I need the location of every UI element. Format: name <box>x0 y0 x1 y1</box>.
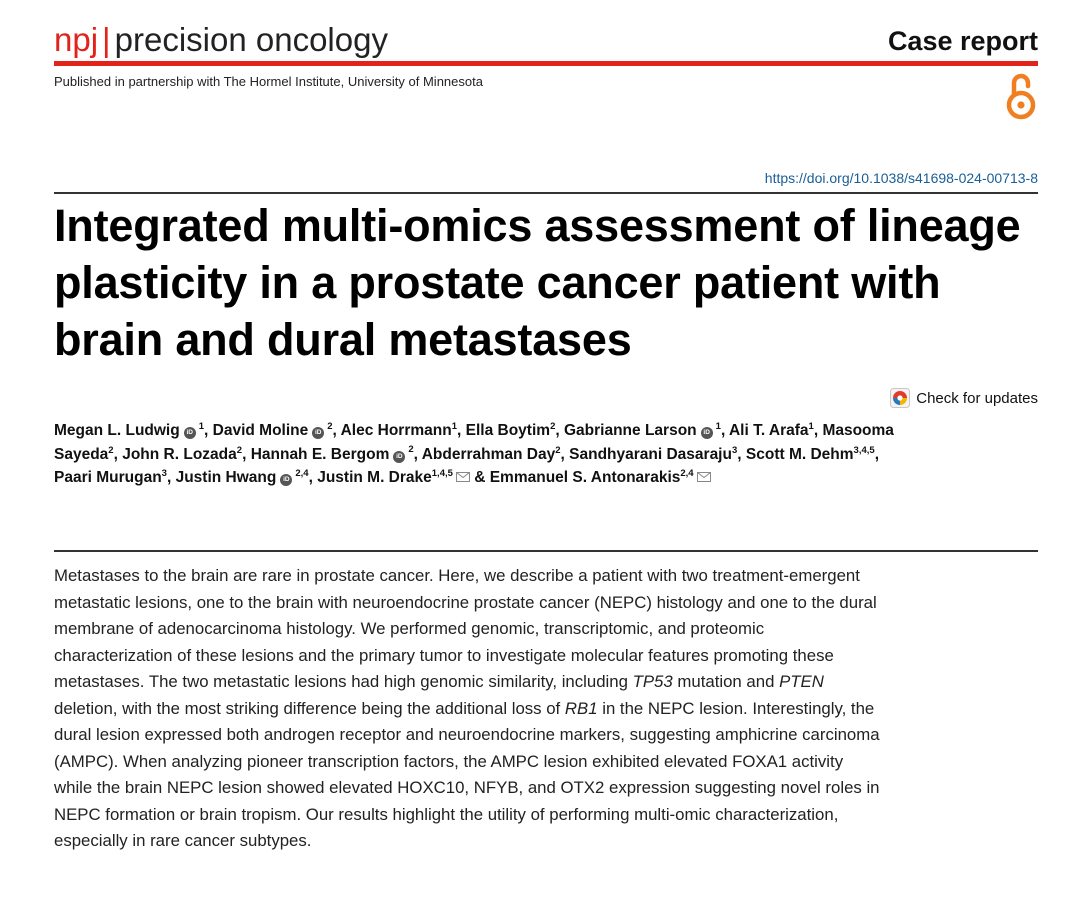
author-affiliation: 1 <box>715 420 721 432</box>
journal-logo[interactable] <box>54 20 388 60</box>
title-rule <box>54 192 1038 194</box>
author-affiliation: 2 <box>108 444 114 456</box>
author-separator: , <box>874 445 879 463</box>
author-name[interactable]: Justin Hwang <box>175 469 277 486</box>
abstract-text: deletion, with the most striking difference being the additional loss of <box>54 698 565 718</box>
email-icon[interactable] <box>456 472 470 482</box>
author-affiliation: 1 <box>198 420 205 432</box>
author-affiliation: 1 <box>451 420 458 432</box>
check-updates-label: Check for updates <box>916 389 1038 407</box>
author-name[interactable]: Justin M. Drake <box>317 469 432 486</box>
gene-name: RB1 <box>564 698 598 718</box>
author-separator: , <box>332 422 341 439</box>
author-list <box>54 419 914 490</box>
abstract <box>54 563 884 855</box>
author-separator: , <box>308 469 318 486</box>
author-separator: , <box>413 445 422 463</box>
author-affiliation: 2,4 <box>295 467 309 479</box>
author-name[interactable]: Ella Boytim <box>465 422 551 439</box>
journal-separator: | <box>102 21 111 58</box>
article-type: Case report <box>887 26 1038 56</box>
author-name[interactable]: Sandhyarani Dasaraju <box>569 445 732 463</box>
author-affiliation: 2,4 <box>680 467 694 479</box>
abstract-text: Metastases to the brain are rare in prostate cancer. Here, we describe a patient with two treatment-emergent metastatic lesions, one to the brain with neuroendocrine prostate cancer (NEPC) histology and one to the dural membrane of adenocarcinoma histology. We performed genomic, transcriptomic, and proteomic characterization of these lesions and the primary tumor to investigate molecular features promoting these metastases. The two metastatic lesions had high genomic similarity, including <box>54 566 877 691</box>
author-separator: , <box>720 422 729 439</box>
email-icon[interactable] <box>697 472 711 482</box>
journal-prefix: npj <box>54 21 99 58</box>
author-affiliation: 1 <box>808 420 814 432</box>
author-affiliation: 3,4,5 <box>853 444 875 456</box>
abstract-text: mutation and <box>672 672 780 691</box>
author-affiliation: 2 <box>408 444 414 456</box>
author-separator: , <box>242 445 251 463</box>
author-name[interactable]: Hannah E. Bergom <box>250 445 390 463</box>
author-separator: & <box>469 469 490 486</box>
author-name[interactable]: Scott M. Dehm <box>745 445 854 463</box>
orcid-icon[interactable]: iD <box>280 474 292 486</box>
gene-name: TP53 <box>632 672 673 691</box>
author-name[interactable]: Gabrianne Larson <box>563 422 697 439</box>
author-name[interactable]: Megan L. Ludwig <box>54 422 180 439</box>
orcid-icon[interactable]: iD <box>184 427 196 439</box>
author-name[interactable]: Paari Murugan <box>54 469 162 486</box>
author-name[interactable]: Alec Horrmann <box>340 422 452 439</box>
journal-name: precision oncology <box>114 21 388 58</box>
header-rule <box>54 61 1038 66</box>
author-name[interactable]: Emmanuel S. Antonarakis <box>489 469 681 486</box>
author-affiliation: 2 <box>550 420 556 432</box>
author-affiliation: 2 <box>555 444 561 456</box>
author-name[interactable]: David Moline <box>212 422 309 439</box>
author-affiliation: 3 <box>161 467 167 479</box>
author-name[interactable]: Ali T. Arafa <box>728 422 809 439</box>
author-separator: , <box>166 469 176 486</box>
author-separator: , <box>737 445 746 463</box>
abstract-text: in the NEPC lesion. Interestingly, the dural lesion expressed both androgen receptor and neuroendocrine markers, suggesting amphicrine carcinoma (AMPC). When analyzing pioneer transcription factors, the AMPC lesion exhibited elevated FOXA1 activity while the brain NEPC lesion showed elevated HOXC10, NFYB, and OTX2 expression suggesting novel roles in NEPC formation or brain tropism. Our results highlight the utility of performing multi-omic characterization, especially in rare cancer subtypes. <box>54 698 880 850</box>
author-separator: , <box>560 445 570 463</box>
author-name[interactable]: John R. Lozada <box>122 445 237 463</box>
check-for-updates-button[interactable] <box>890 388 1038 408</box>
author-separator: , <box>204 422 213 439</box>
author-separator: , <box>555 422 564 439</box>
author-affiliation: 1,4,5 <box>431 467 453 479</box>
orcid-icon[interactable]: iD <box>312 427 324 439</box>
orcid-icon[interactable]: iD <box>393 451 405 463</box>
doi-link[interactable]: https://doi.org/10.1038/s41698-024-00713-8 <box>764 170 1038 186</box>
check-updates-icon <box>890 388 910 408</box>
author-separator: , <box>813 422 823 439</box>
journal-header <box>54 16 1038 66</box>
partner-line: Published in partnership with The Hormel Institute, University of Minnesota <box>54 74 483 89</box>
author-separator: , <box>457 422 466 439</box>
article-title: Integrated multi-omics assessment of lineage plasticity in a prostate cancer patient with brain and dural metastases <box>54 200 1021 365</box>
author-separator: , <box>113 445 123 463</box>
author-affiliation: 3 <box>731 444 738 456</box>
author-affiliation: 2 <box>327 420 333 432</box>
author-affiliation: 2 <box>236 444 243 456</box>
abstract-rule <box>54 550 1038 552</box>
author-name[interactable]: Abderrahman Day <box>421 445 556 463</box>
gene-name: PTEN <box>779 672 824 691</box>
open-access-icon[interactable] <box>1004 72 1038 122</box>
author-name[interactable]: Masooma Sayeda <box>54 422 894 463</box>
orcid-icon[interactable]: iD <box>701 427 713 439</box>
